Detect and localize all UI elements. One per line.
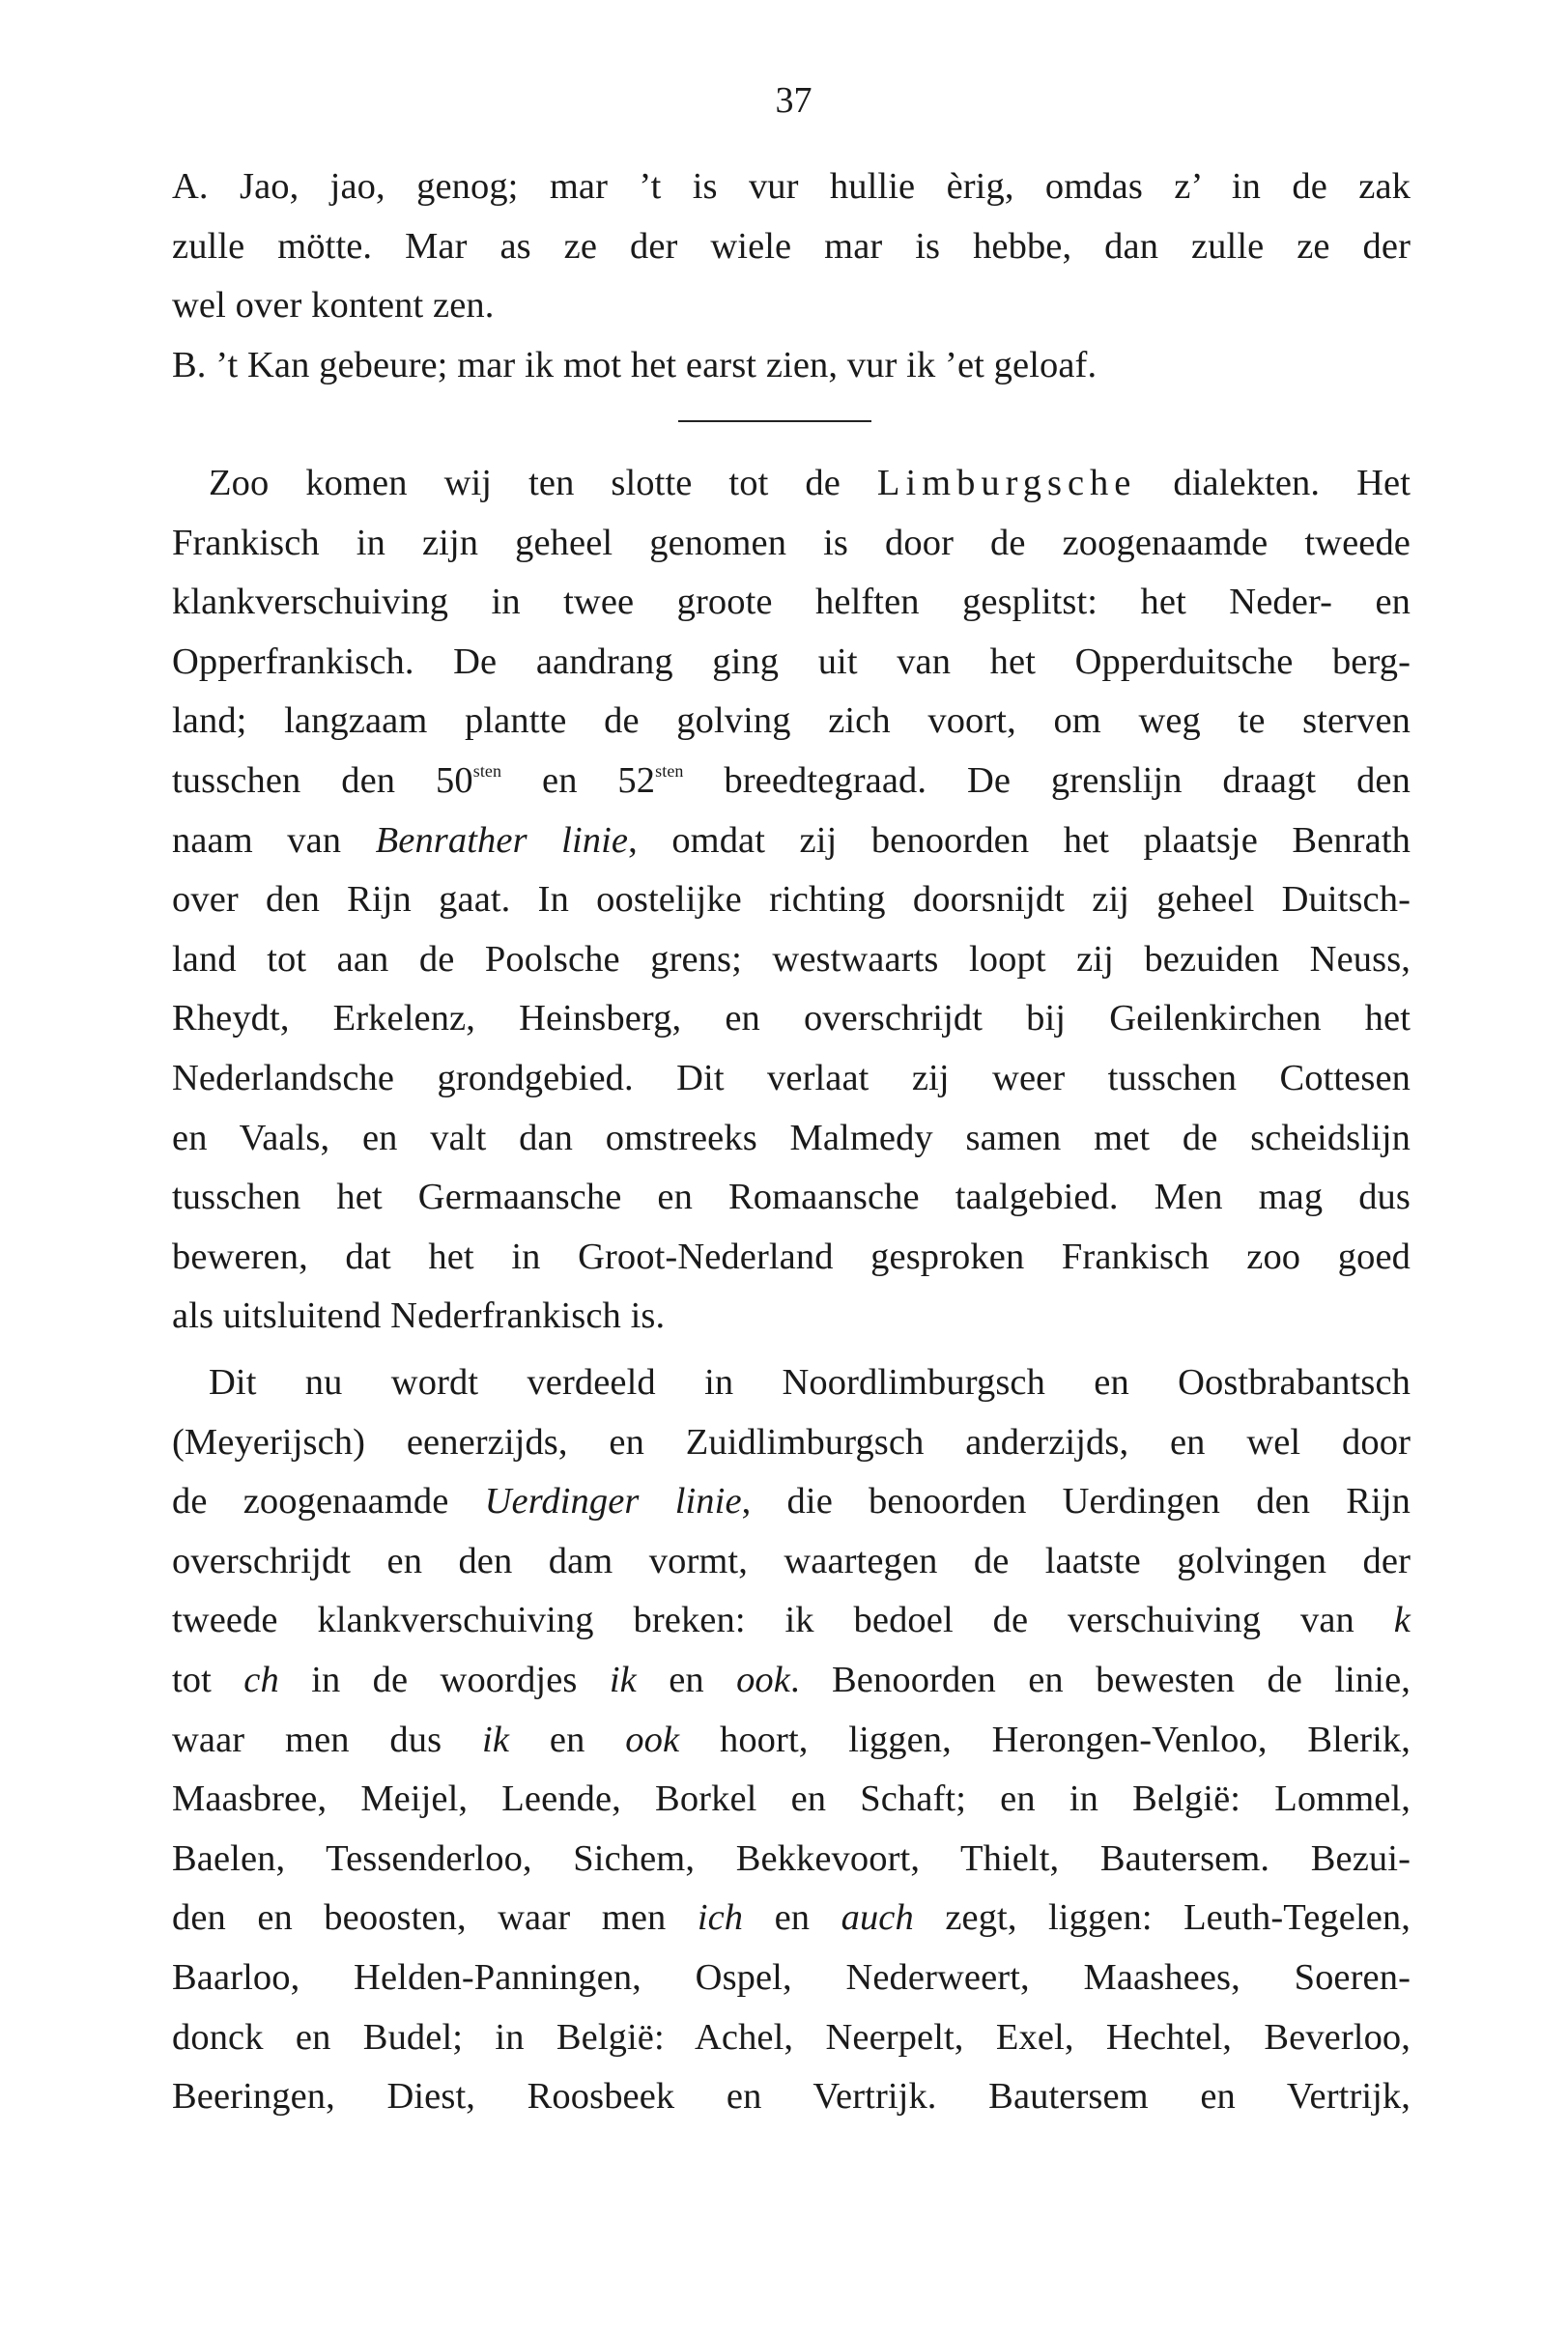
text-line: beweren, dat het in Groot-Nederland gesproken Frankisch zoo goed xyxy=(172,1236,1411,1277)
paragraph-uerdinger xyxy=(172,1353,1411,2127)
superscript: sten xyxy=(655,761,684,782)
text-line: Zoo komen wij ten slotte tot de Limburgsche dialekten. Het xyxy=(209,463,1411,503)
text-line: tot ch in de woordjes ik en ook. Benoorden en bewesten de linie, xyxy=(172,1659,1411,1700)
dialogue-block xyxy=(172,157,1411,395)
italic-term: ik xyxy=(482,1719,510,1760)
section-divider xyxy=(678,420,871,422)
text-line: wel over kontent zen. xyxy=(172,285,495,327)
text-line: Rheydt, Erkelenz, Heinsberg, en overschrijdt bij Geilenkirchen het xyxy=(172,998,1411,1039)
text-line: Dit nu wordt verdeeld in Noordlimburgsch en Oostbrabantsch xyxy=(209,1362,1411,1403)
text-line: Beeringen, Diest, Roosbeek en Vertrijk. Bautersem en Vertrijk, xyxy=(172,2076,1411,2118)
text-line: Frankisch in zijn geheel genomen is door de zoogenaamde tweede xyxy=(172,522,1411,563)
paragraph-limburg xyxy=(172,454,1411,1347)
text-line: en Vaals, en valt dan omstreeks Malmedy samen met de scheidslijn xyxy=(172,1117,1411,1158)
text-line: (Meyerijsch) eenerzijds, en Zuidlimburgsch anderzijds, en wel door xyxy=(172,1421,1411,1463)
text-line: over den Rijn gaat. In oostelijke richting doorsnijdt zij geheel Duitsch- xyxy=(172,879,1411,921)
text-line: tusschen het Germaansche en Romaansche taalgebied. Men mag dus xyxy=(172,1177,1411,1218)
spaced-emphasis: Limburgsche xyxy=(876,463,1137,503)
italic-term: Benrather linie xyxy=(375,819,629,861)
italic-term: ook xyxy=(625,1719,680,1760)
italic-term: auch xyxy=(841,1897,914,1939)
text-line: als uitsluitend Nederfrankisch is. xyxy=(172,1295,666,1337)
italic-term: ik xyxy=(609,1659,637,1700)
italic-term: Uerdinger linie xyxy=(484,1481,742,1522)
text-line: tweede klankverschuiving breken: ik bedoel de verschuiving van k xyxy=(172,1600,1411,1641)
text-line: zulle mötte. Mar as ze der wiele mar is hebbe, dan zulle ze der xyxy=(172,225,1411,267)
text-line: de zoogenaamde Uerdinger linie, die benoorden Uerdingen den Rijn xyxy=(172,1481,1411,1522)
text-line: den en beoosten, waar men ich en auch zegt, liggen: Leuth-Tegelen, xyxy=(172,1897,1411,1939)
text-line: Nederlandsche grondgebied. Dit verlaat zij weer tusschen Cottesen xyxy=(172,1057,1411,1098)
text-line: Baarloo, Helden-Panningen, Ospel, Nederweert, Maashees, Soeren- xyxy=(172,1956,1411,1998)
italic-term: k xyxy=(1393,1600,1411,1641)
text-line: donck en Budel; in België: Achel, Neerpelt, Exel, Hechtel, Beverloo, xyxy=(172,2016,1411,2058)
text-line: naam van Benrather linie, omdat zij benoorden het plaatsje Benrath xyxy=(172,819,1411,861)
italic-term: ich xyxy=(697,1897,744,1939)
text-line: A. Jao, jao, genog; mar ’t is vur hullie èrig, omdas z’ in de zak xyxy=(172,166,1411,207)
text-line: klankverschuiving in twee groote helften gesplitst: het Neder- en xyxy=(172,582,1411,623)
text-line: waar men dus ik en ook hoort, liggen, Herongen-Venloo, Blerik, xyxy=(172,1719,1411,1760)
text-line: land tot aan de Poolsche grens; westwaarts loopt zij bezuiden Neuss, xyxy=(172,938,1411,980)
text-line: overschrijdt en den dam vormt, waartegen de laatste golvingen der xyxy=(172,1540,1411,1581)
italic-term: ch xyxy=(243,1659,279,1700)
text-line: Baelen, Tessenderloo, Sichem, Bekkevoort, Thielt, Bautersem. Bezui- xyxy=(172,1837,1411,1879)
text-line: Maasbree, Meijel, Leende, Borkel en Schaft; en in België: Lommel, xyxy=(172,1778,1411,1820)
text-line: Opperfrankisch. De aandrang ging uit van het Opperduitsche berg- xyxy=(172,640,1411,682)
text-line: B. ’t Kan gebeure; mar ik mot het earst zien, vur ik ’et geloaf. xyxy=(172,344,1098,385)
page-number: 37 xyxy=(775,80,813,121)
italic-term: ook xyxy=(736,1659,790,1700)
text-line: tusschen den $50^{sten}$ en $52^{sten}$ breedtegraad. De grenslijn draagt den xyxy=(172,759,1411,801)
text-line: land; langzaam plantte de golving zich voort, om weg te sterven xyxy=(172,700,1411,742)
superscript: sten xyxy=(472,761,502,782)
